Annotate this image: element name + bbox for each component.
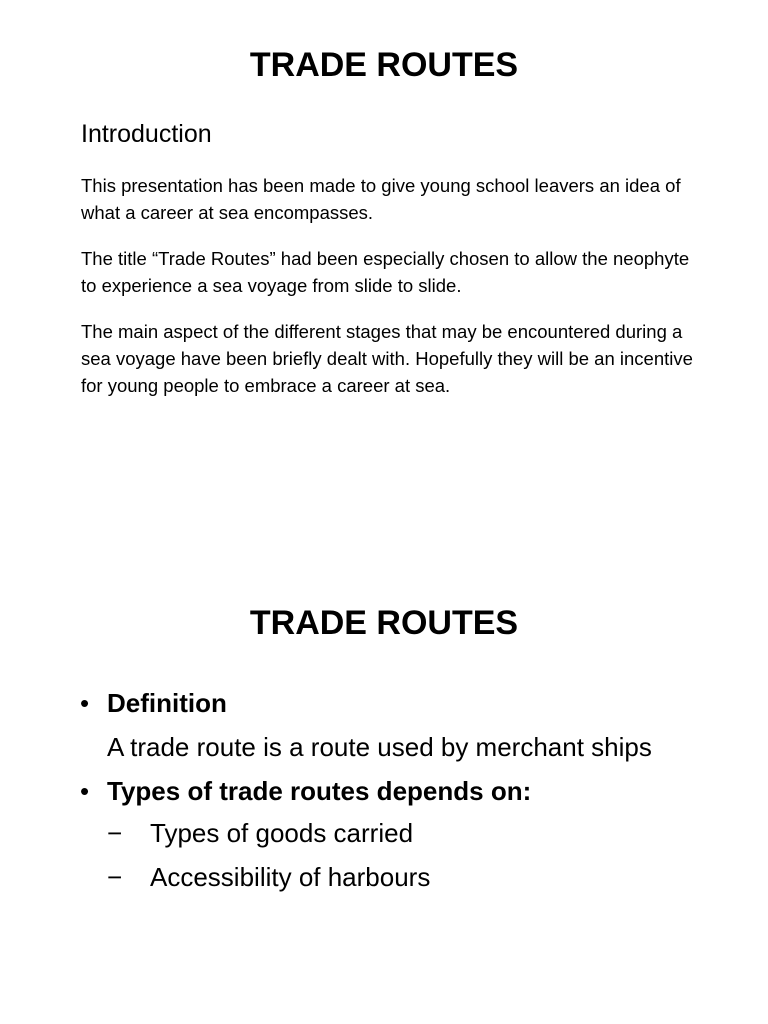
bullet-list [80, 685, 720, 903]
intro-paragraph: The title “Trade Routes” had been especially chosen to allow the neophyte to experience a sea voyage from slide to slide. [81, 248, 690, 296]
intro-paragraph: This presentation has been made to give young school leavers an idea of what a career at sea encompasses. [81, 175, 681, 223]
definition-label: Definition [107, 688, 227, 718]
list-item [80, 815, 720, 851]
types-label: Types of trade routes depends on: [107, 776, 532, 806]
definition-text: A trade route is a route used by merchant ships [107, 732, 652, 762]
slide-title: TRADE ROUTES [249, 604, 519, 642]
list-item-text: Types of goods carried [150, 818, 414, 848]
dash-icon: − [107, 818, 123, 848]
bullet-dot-icon: • [80, 688, 90, 718]
bullet-definition [80, 685, 720, 721]
list-item [80, 859, 720, 895]
types-sub-list [80, 815, 720, 895]
dash-icon: − [107, 862, 123, 892]
intro-paragraph: The main aspect of the different stages that may be encountered during a sea voyage have been briefly dealt with. Hopefully they will be an incentive for young people to embrace a career at sea. [81, 321, 693, 396]
slide-definition [0, 512, 768, 1024]
list-item-text: Accessibility of harbours [150, 862, 431, 892]
bullet-dot-icon: • [80, 776, 90, 806]
intro-heading: Introduction [81, 120, 212, 148]
bullet-types [80, 773, 720, 809]
slide-title: TRADE ROUTES [249, 46, 519, 84]
